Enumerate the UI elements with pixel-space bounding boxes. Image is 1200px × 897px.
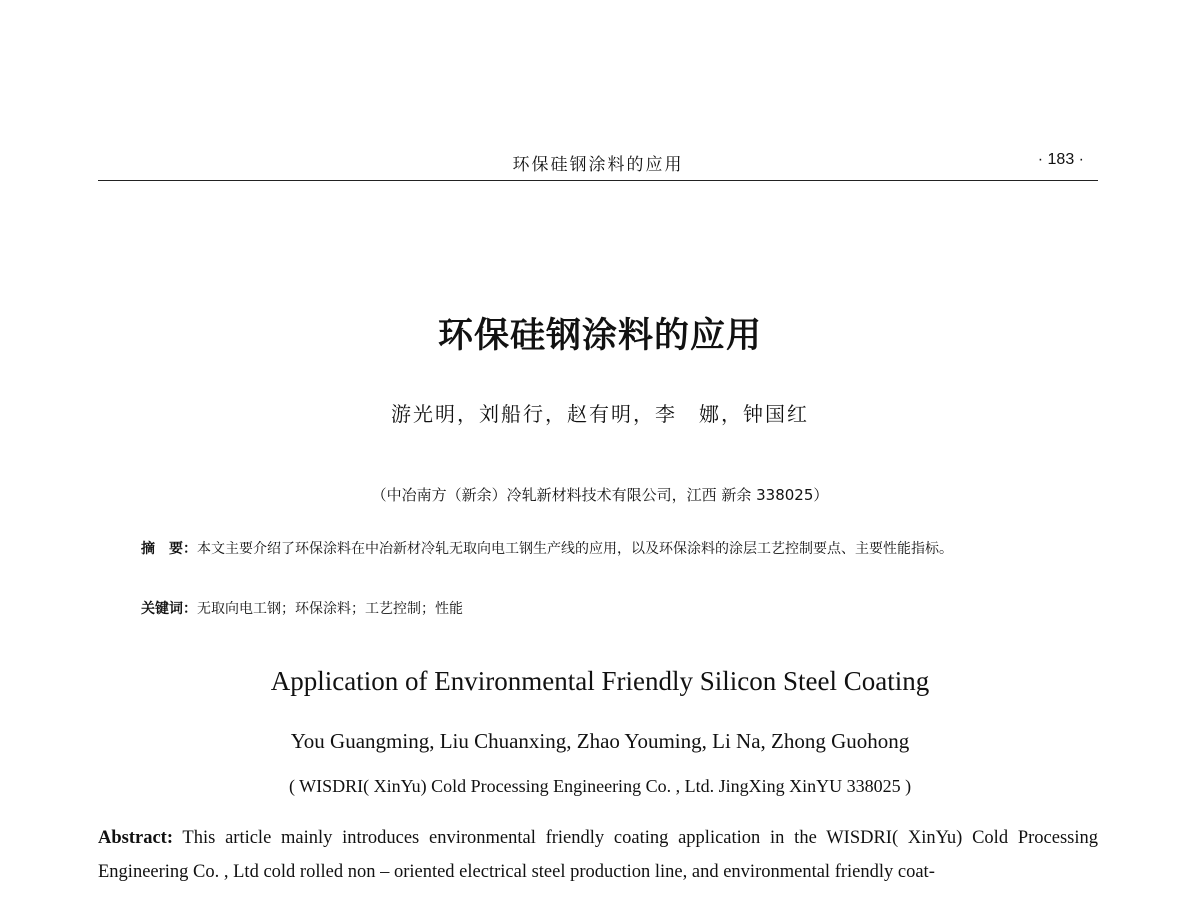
abstract-chinese-label: 摘 要： bbox=[141, 541, 197, 557]
paper-title-chinese: 环保硅钢涂料的应用 bbox=[437, 316, 762, 356]
affiliation-english: ( WISDRI( XinYu) Cold Processing Engineering Co. , Ltd. JingXing XinYU 338025 ) bbox=[288, 776, 912, 796]
keywords-chinese bbox=[141, 597, 1081, 621]
affiliation-chinese: （中冶南方（新余）冷轧新材料技术有限公司，江西 新余 338025） bbox=[371, 486, 829, 504]
paper-title-english: Application of Environmental Friendly Silicon Steel Coating bbox=[270, 666, 930, 696]
running-header bbox=[98, 146, 1098, 181]
running-header-title: 环保硅钢涂料的应用 bbox=[512, 155, 684, 175]
keywords-chinese-text: 无取向电工钢；环保涂料；工艺控制；性能 bbox=[197, 601, 463, 617]
keywords-chinese-label: 关键词： bbox=[141, 601, 197, 617]
authors-chinese: 游光明，刘船行，赵有明，李 娜，钟国红 bbox=[391, 402, 809, 426]
page-number: · 183 · bbox=[1037, 151, 1084, 168]
abstract-english-label: Abstract: bbox=[98, 828, 174, 848]
abstract-english bbox=[98, 821, 1098, 889]
authors-english: You Guangming, Liu Chuanxing, Zhao Youming, Li Na, Zhong Guohong bbox=[290, 729, 910, 753]
abstract-english-text: This article mainly introduces environmental friendly coating application in the WISDRI( XinYu) Cold Processing Engineering Co. , Ltd cold rolled non – oriented electrical steel production line, and environmental friendly coat- bbox=[98, 828, 1098, 882]
abstract-chinese-text: 本文主要介绍了环保涂料在中冶新材冷轧无取向电工钢生产线的应用，以及环保涂料的涂层工艺控制要点、主要性能指标。 bbox=[197, 541, 953, 557]
abstract-chinese bbox=[141, 534, 1081, 565]
